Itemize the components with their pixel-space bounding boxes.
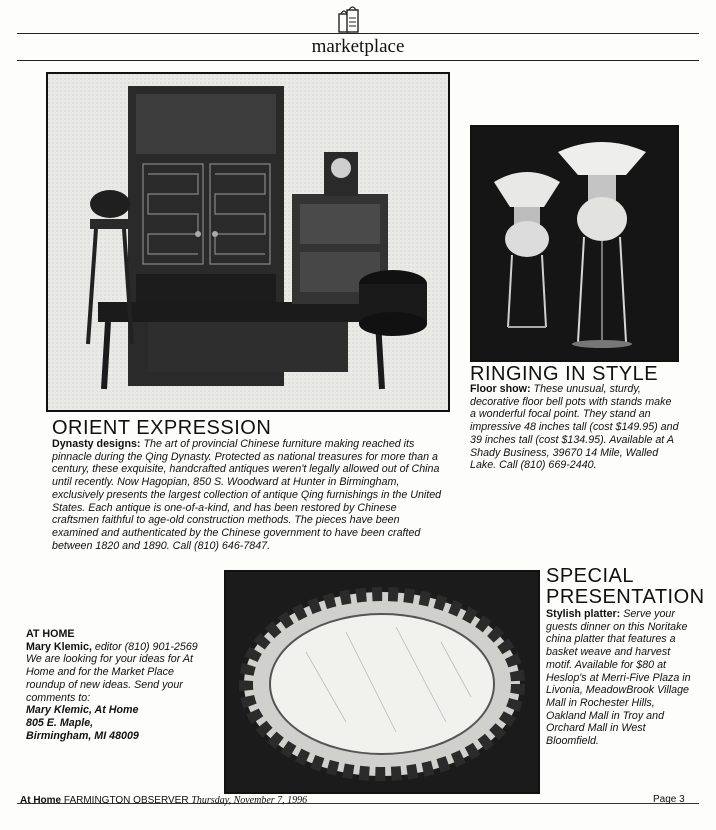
special-lead: Stylish platter: [546,608,621,620]
special-body: Serve your guests dinner on this Noritake china platter that features a basket weave and harvest motif. Available for $80 at Heslop's at Merri-Five Plaza in Livonia, MeadowBrook Village Mall in Rochester Hills, Oakland Mall in Troy and Orchard Mall in West Bloomfield. [546,608,691,748]
special-headline: SPECIAL PRESENTATION [546,565,705,608]
at-home-message: We are looking for your ideas for At Home and for the Market Place roundup of new ideas. Send your comments to: [26,653,193,704]
ringing-headline: RINGING IN STYLE [470,363,659,385]
footer-line [20,795,307,806]
orient-body: The art of provincial Chinese furniture making reached its pinnacle during the Qing Dynasty. Protected as national treasures for more than a century, these exquisite, handcrafted antiques weren't legally allowed out of China until recently. Now Hagopian, 850 S. Woodward at Hunter in Birmingham, exclusively presents the largest collection of antique Qing furnishings in the United States. Each antique is one-of-a-kind, and has been restored by Chinese craftsmen faithful to age-old construction methods. The pieces have been examined and authenticated by the Chinese government to have been crafted between 1820 and 1890. Call (810) 646-7847. [52,438,442,552]
footer-date: Thursday, November 7, 1996 [191,795,308,806]
shopping-bags-icon [334,4,364,36]
page-number: Page 3 [653,794,685,805]
at-home-editor-phone: editor (810) 901-2569 [94,640,198,653]
bell-pots-photo [470,125,679,362]
header-top-rule [17,33,699,34]
header-bottom-rule [17,60,699,61]
ringing-body: These unusual, sturdy, decorative floor bell pots with stands make a wonderful focal point. They stand an impressive 48 inches tall (cost $149.95) and 39 inches tall (cost $134.95). Available at A Shady Business, 39670 14 Mile, Walled Lake. Call (810) 669-2440. [470,383,679,472]
section-title: marketplace [311,36,405,57]
at-home-address-city: Birmingham, MI 48009 [26,729,139,742]
footer-section: At Home [20,795,62,806]
orient-lead: Dynasty designs: [52,438,141,450]
platter-photo [224,570,540,794]
at-home-address-street: 805 E. Maple, [26,716,94,729]
at-home-title: AT HOME [26,628,75,640]
orient-headline: ORIENT EXPRESSION [52,417,272,439]
footer-publication: FARMINGTON OBSERVER [63,795,189,806]
orient-article [52,438,446,552]
at-home-address-name: Mary Klemic, At Home [26,704,139,717]
ringing-article [470,383,680,472]
chinese-furniture-photo [46,72,450,412]
at-home-editor: Mary Klemic, [26,640,92,653]
at-home-editor-line [26,641,216,654]
ringing-lead: Floor show: [470,383,531,395]
special-article [546,608,696,748]
at-home-contact [26,628,216,742]
